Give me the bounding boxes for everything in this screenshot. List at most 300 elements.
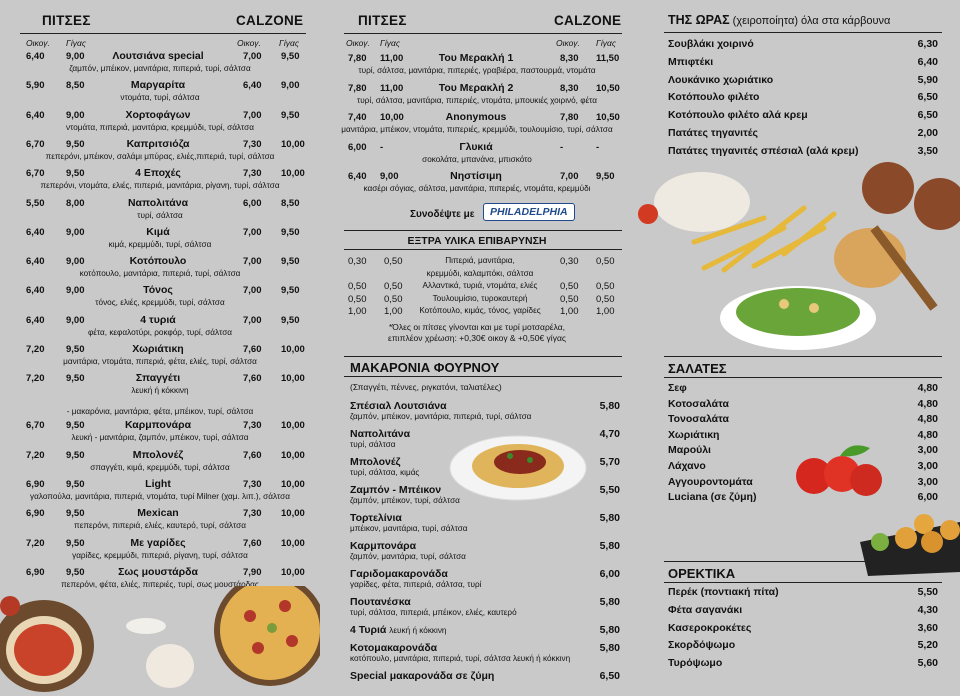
grill-item — [668, 91, 938, 103]
pasta-item — [350, 512, 620, 533]
extra-price-d: 0,50 — [596, 281, 615, 292]
price-family: 6,40 — [26, 51, 45, 62]
calzone-giant: 10,00 — [281, 449, 305, 461]
pizza-description: πεπερόνι, μπέικον, σαλάμι μπύρας, ελιές,πιπεριά, τυρί, σάλτσα — [45, 151, 275, 161]
rule — [344, 249, 622, 250]
pizza-name: Κοτόπουλο — [129, 255, 187, 268]
salad-item-price: 3,00 — [917, 460, 938, 472]
price-giant: 9,50 — [66, 478, 85, 490]
pizza-description: ντομάτα, πιπεριά, μανιτάρια, κρεμμύδι, τυρί, σάλτσα — [66, 122, 254, 132]
rule — [664, 561, 942, 562]
calzone-family: 7,80 — [560, 112, 579, 123]
sub-header: Γίγας — [596, 38, 616, 48]
pizza-header: ΠΙΤΣΕΣ — [358, 13, 407, 28]
pizza-name: Κιμά — [146, 225, 170, 238]
price-giant: 11,00 — [380, 82, 404, 94]
calzone-giant: 9,50 — [596, 171, 615, 182]
grill-item-price: 2,00 — [917, 127, 938, 139]
extra-price-a: 1,00 — [348, 306, 367, 317]
pasta-name — [350, 642, 620, 654]
salad-item-price: 3,00 — [917, 475, 938, 488]
pizza-description: μανιτάρια, ντομάτα, πιπεριά, φέτα, ελιές, τυρί, σάλτσα — [63, 357, 257, 366]
extra-text: Τουλουμίσιο, τυροκαυτερή — [432, 293, 528, 303]
pasta-note: λευκή ή κόκκινη — [389, 626, 447, 635]
pasta-item — [350, 540, 620, 561]
calzone-family: 7,90 — [243, 566, 262, 578]
starter-item — [668, 586, 938, 598]
price-giant: 10,00 — [380, 112, 404, 123]
starter-item — [668, 604, 938, 616]
calzone-family: 7,00 — [243, 256, 262, 268]
pizza-name: Καπριτσιόζα — [126, 137, 190, 150]
sub-header: Οικογ. — [26, 38, 50, 48]
salad-item-name: Αγγουροντομάτα — [668, 475, 753, 488]
price-family: 6,70 — [26, 420, 45, 432]
calzone-giant: 9,50 — [281, 109, 300, 121]
calzone-family: 8,30 — [560, 53, 579, 64]
calzone-family: 7,00 — [243, 51, 262, 62]
extra-price-d: 1,00 — [596, 306, 615, 317]
price-family: 7,40 — [348, 112, 367, 123]
extra-price-c: 0,50 — [560, 281, 579, 292]
pizza-name: Anonymous — [445, 111, 507, 123]
calzone-family: 7,00 — [243, 226, 262, 238]
salad-item-name: Luciana (σε ζύμη) — [668, 491, 757, 504]
price-family: 7,80 — [348, 53, 367, 64]
calzone-family: - — [560, 141, 564, 153]
pasta-item — [350, 400, 620, 421]
grill-item — [668, 127, 938, 139]
pizza-description: λευκή ή κόκκινη — [131, 386, 189, 396]
calzone-family: 7,00 — [243, 314, 262, 326]
extra-price-a: 0,30 — [348, 256, 367, 267]
salad-item-price: 4,80 — [917, 397, 938, 410]
pizza-description: κασέρι σόγιας, σάλτσα, μανιτάρια, πιπεριές, ντομάτα, κρεμμύδι — [363, 184, 591, 193]
salads-title: ΣΑΛΑΤΕΣ — [668, 361, 727, 376]
starter-item — [668, 622, 938, 634]
calzone-header: CALZONE — [236, 13, 304, 28]
pasta-name-text: Γαριδομακαρονάδα — [350, 568, 448, 580]
price-family: 6,40 — [26, 256, 45, 268]
calzone-giant: 10,00 — [281, 373, 305, 385]
rule — [344, 356, 622, 357]
starter-item-price: 4,30 — [917, 603, 938, 616]
pasta-description: ζαμπόν, μπέικον, μανιτάρια, πιπεριά, τυρί, σάλτσα — [350, 412, 532, 421]
pizza-description: κοτόπουλο, μανιτάρια, πιπεριά, τυρί, σάλτσα — [79, 269, 241, 279]
price-family: 6,70 — [26, 138, 45, 150]
pizza-description: γαλοπούλα, μανιτάρια, πιπεριά, ντομάτα, τυρί Milner (χαμ. λιπ.), σάλτσα — [30, 491, 290, 501]
pizza-name: Χωριάτικη — [132, 343, 184, 355]
price-family: 7,20 — [26, 373, 45, 385]
pasta-name-text: Καρμπονάρα — [350, 540, 417, 552]
calzone-family: 7,00 — [243, 109, 262, 121]
pasta-price: 4,70 — [599, 428, 620, 440]
extra-price-b: 1,00 — [384, 306, 403, 317]
price-family: 6,40 — [348, 171, 367, 182]
salad-item-price: 4,80 — [917, 413, 938, 426]
price-family: 6,90 — [26, 508, 45, 520]
extra-price-b: 0,50 — [384, 281, 403, 292]
pizza-header: ΠΙΤΣΕΣ — [42, 13, 91, 28]
price-giant: 9,50 — [66, 344, 85, 355]
pasta-price: 6,50 — [599, 670, 620, 682]
grill-food-image — [634, 158, 960, 358]
price-family: 7,20 — [26, 449, 45, 461]
starter-item-name: Σκορδόψωμο — [668, 639, 736, 652]
pasta-name-text: Special μακαρονάδα σε ζύμη — [350, 670, 495, 682]
starter-item-price: 5,60 — [917, 657, 938, 670]
grill-item — [668, 74, 938, 86]
price-family: 6,40 — [26, 314, 45, 326]
pasta-price: 5,80 — [599, 596, 620, 608]
extra-title: ΕΞΤΡΑ ΥΛΙΚΑ ΕΠΙΒΑΡΥΝΣΗ — [407, 235, 547, 247]
extra-text: Αλλαντικά, τυριά, ντομάτα, ελιές — [422, 281, 538, 290]
price-family: 6,70 — [26, 168, 45, 180]
calzone-family: 7,00 — [560, 171, 579, 182]
pasta-title: ΜΑΚΑΡΟΝΙΑ ΦΟΥΡΝΟΥ — [350, 360, 500, 375]
pizza-column-2 — [320, 0, 634, 696]
calzone-family: 7,30 — [243, 478, 262, 490]
price-family: 6,40 — [26, 226, 45, 238]
pasta-name-text: Σπέσιαλ Λουτσιάνα — [350, 400, 447, 412]
sub-header: Γίγας — [279, 38, 299, 48]
calzone-giant: 9,50 — [281, 314, 300, 326]
price-giant: 9,00 — [66, 109, 85, 121]
rule — [664, 377, 942, 378]
pizza-name: Νηστίσιμη — [450, 170, 502, 182]
pasta-description: τυρί, σάλτσα, κιμάς — [350, 468, 420, 477]
pasta-price: 5,50 — [599, 484, 620, 496]
price-family: 6,90 — [26, 478, 45, 490]
salad-item-name: Λάχανο — [668, 460, 706, 472]
starter-item-name: Φέτα σαγανάκι — [668, 603, 743, 616]
pizza-name: Μπολονέζ — [132, 448, 184, 461]
price-giant: 9,00 — [66, 256, 85, 268]
extra-price-d: 0,50 — [596, 256, 615, 267]
pizza-name: Καρμπονάρα — [124, 419, 192, 432]
pasta-item — [350, 596, 620, 617]
pizza-name: Mexican — [137, 507, 179, 520]
pizza-name: Του Μερακλή 2 — [438, 81, 514, 94]
pizza-description: κιμά, κρεμμύδι, τυρί, σάλτσα — [108, 239, 212, 249]
pizza-name: 4 τυριά — [140, 313, 176, 326]
pasta-name — [350, 568, 620, 580]
calzone-family: 7,60 — [243, 373, 262, 385]
pizza-description: σπαγγέτι, κιμά, κρεμμύδι, τυρί, σάλτσα — [90, 462, 230, 472]
grill-item-name: Μπιφτέκι — [668, 55, 714, 68]
pasta-name-text: Μπολονέζ — [350, 456, 401, 468]
pasta-item — [350, 642, 620, 663]
rule — [664, 582, 942, 583]
price-giant: 8,00 — [66, 197, 85, 209]
starter-item-price: 5,50 — [917, 586, 938, 598]
pasta-name-text: Τορτελίνια — [350, 512, 402, 524]
pizza-description: τόνος, ελιές, κρεμμύδι, τυρί, σάλτσα — [95, 298, 225, 308]
price-family: 5,90 — [26, 80, 45, 92]
calzone-family: 7,60 — [243, 537, 262, 549]
starter-item-name: Τυρόψωμο — [668, 657, 723, 670]
pasta-description: γαρίδες, φέτα, πιπεριά, σάλτσα, τυρί — [350, 580, 482, 589]
pasta-description: τυρί, σάλτσα, πιπεριά, μπέικον, ελιές, καυτερό — [350, 608, 517, 617]
pizza-name: Σως μουστάρδα — [118, 565, 198, 578]
extra-price-b: 0,50 — [384, 256, 403, 267]
price-giant: 9,50 — [66, 168, 85, 180]
price-giant: 9,50 — [66, 537, 85, 549]
pizza-name: Light — [145, 477, 171, 490]
pasta-price: 5,80 — [599, 624, 620, 636]
price-giant: 9,00 — [66, 314, 85, 326]
price-giant: 9,00 — [66, 226, 85, 238]
pizza-name: Ναπολιτάνα — [127, 196, 189, 209]
grill-item-name: Λουκάνικο χωριάτικο — [668, 73, 774, 86]
calzone-giant: 9,50 — [281, 285, 300, 297]
note-2: επιπλέον χρέωση: +0,30€ οικογ & +0,50€ γίγας — [388, 333, 566, 343]
calzone-giant: 9,00 — [281, 80, 300, 92]
sub-header: Οικογ. — [237, 38, 261, 48]
pizza-description: μανιτάρια, μπέικον, ντομάτα, πιπεριές, κρεμμύδι, τουλουμίσιο, τυρί, σάλτσα — [341, 125, 613, 134]
pizza-column-1 — [0, 0, 320, 696]
salad-item-price: 6,00 — [917, 491, 938, 504]
salad-item-name: Τονοσαλάτα — [668, 413, 729, 426]
pasta-price: 5,80 — [599, 540, 620, 552]
calzone-giant: 10,00 — [281, 508, 305, 520]
pasta-item — [350, 624, 620, 636]
header-rule — [344, 33, 622, 34]
extra-price-c: 1,00 — [560, 306, 579, 317]
pasta-description: κοτόπουλο, μανιτάρια, πιπεριά, τυρί, σάλτσα λευκή ή κόκκινη — [350, 654, 571, 663]
calzone-family: 7,30 — [243, 138, 262, 150]
salad-item — [668, 413, 938, 425]
accompany-label: Συνοδέψτε με — [410, 209, 475, 220]
rule — [664, 356, 942, 357]
price-giant: - — [380, 141, 384, 153]
grill-column — [634, 0, 960, 696]
starter-item-name: Περέκ (ποντιακή πίτα) — [668, 586, 779, 598]
pasta-name-text: Ζαμπόν - Μπέικον — [350, 484, 442, 496]
calzone-family: 6,40 — [243, 80, 262, 92]
price-giant: 9,50 — [66, 566, 85, 578]
pizza-name: Λουτσιάνα special — [112, 50, 204, 62]
croquettes-image — [860, 502, 960, 576]
price-family: 7,80 — [348, 82, 367, 94]
pizza-name: Σπαγγέτι — [135, 372, 181, 385]
extra-price-c: 0,50 — [560, 293, 579, 305]
calzone-giant: 10,00 — [281, 344, 305, 355]
price-giant: 9,50 — [66, 420, 85, 432]
calzone-family: 6,00 — [243, 197, 262, 209]
extra-price-a: 0,50 — [348, 293, 367, 305]
pasta-price: 5,80 — [599, 512, 620, 524]
pasta-description: ζαμπόν, μανιτάρια, τυρί, σάλτσα — [350, 552, 466, 561]
pasta-subtitle: (Σπαγγέτι, πέννες, ριγκατόνι, ταλιατέλες) — [350, 382, 502, 392]
pasta-item — [350, 670, 620, 682]
pizza-name: Του Μερακλή 1 — [438, 52, 514, 64]
note-1: *Όλες οι πίτσες γίνονται και με τυρί μοτσαρέλα, — [389, 322, 565, 332]
grill-item-price: 6,30 — [917, 38, 938, 50]
calzone-family: 8,30 — [560, 82, 579, 94]
pizza-description: πεπερόνι, πιπεριά, ελιές, καυτερό, τυρί, σάλτσα — [74, 521, 246, 531]
pizza-name: Χορτοφάγων — [125, 108, 191, 121]
pasta-name-text: Ναπολιτάνα — [350, 428, 411, 440]
price-giant: 9,50 — [66, 373, 85, 385]
sub-header: Οικογ. — [346, 38, 370, 48]
calzone-giant: 9,50 — [281, 226, 300, 238]
price-giant: 9,00 — [66, 285, 85, 297]
grill-item-price: 6,50 — [917, 91, 938, 104]
calzone-family: 7,60 — [243, 344, 262, 355]
starters-title: ΟΡΕΚΤΙΚΑ — [668, 566, 736, 581]
price-family: 7,20 — [26, 344, 45, 355]
pizza-description: τυρί, σάλτσα — [137, 210, 183, 220]
price-giant: 9,50 — [66, 508, 85, 520]
price-giant: 8,50 — [66, 80, 85, 92]
starter-item-name: Κασεροκροκέτες — [668, 621, 752, 634]
grill-subtitle: (χειροποίητα) όλα στα κάρβουνα — [732, 15, 891, 27]
calzone-family: 7,30 — [243, 508, 262, 520]
pasta-name-text: Πουτανέσκα — [350, 596, 411, 608]
pasta-name-text: Κοτομακαρονάδα — [350, 642, 438, 654]
grill-header — [668, 13, 890, 27]
calzone-header: CALZONE — [554, 13, 622, 28]
pasta-price: 5,80 — [599, 642, 620, 654]
grill-item — [668, 56, 938, 68]
pizza-name: Τόνος — [143, 284, 173, 297]
grill-item — [668, 109, 938, 121]
header-rule — [20, 33, 306, 34]
calzone-giant: 10,50 — [596, 82, 620, 94]
salad-item-price: 4,80 — [917, 428, 938, 441]
calzone-giant: 10,00 — [281, 566, 305, 578]
price-giant: 9,00 — [66, 51, 85, 62]
calzone-family: 7,60 — [243, 449, 262, 461]
pasta-name — [350, 670, 620, 682]
pizza-dough-image — [0, 586, 320, 696]
calzone-giant: 10,00 — [281, 478, 305, 490]
extra-price-c: 0,30 — [560, 256, 579, 267]
calzone-family: 7,30 — [243, 168, 262, 180]
grill-item-name: Πατάτες τηγανιτές σπέσιαλ (αλά κρεμ) — [668, 144, 859, 157]
price-giant: 9,00 — [380, 171, 399, 182]
calzone-giant: 10,00 — [281, 168, 305, 180]
grill-item-price: 6,40 — [917, 55, 938, 68]
pizza-name: Με γαρίδες — [130, 536, 186, 549]
calzone-giant: 9,50 — [281, 256, 300, 268]
tomatoes-image — [784, 438, 894, 498]
rule — [344, 376, 622, 377]
pizza-description: ζαμπόν, μπέικον, μανιτάρια, πιπεριά, τυρί, σάλτσα — [69, 64, 251, 73]
pasta-description: τυρί, σάλτσα — [350, 440, 396, 449]
pasta-price: 5,80 — [599, 400, 620, 412]
calzone-giant: 10,50 — [596, 112, 620, 123]
pasta-name — [350, 400, 620, 412]
grill-item-name: Κοτόπουλο φιλέτο — [668, 91, 760, 104]
calzone-giant: 10,00 — [281, 420, 305, 432]
extra-price-a: 0,50 — [348, 281, 367, 292]
salad-item-name: Κοτοσαλάτα — [668, 397, 729, 410]
rule — [344, 230, 622, 231]
grill-item-price: 3,50 — [917, 144, 938, 157]
pizza-description: πεπερόνι, φέτα, ελιές, πιπεριές, τυρί, σως μουστάρδας — [61, 579, 259, 589]
extra-text: Κοτόπουλο, κιμάς, τόνος, γαρίδες — [419, 306, 541, 315]
pasta-description: μπέικον, μανιτάρια, τυρί, σάλτσα — [350, 524, 468, 533]
starter-item-price: 5,20 — [917, 639, 938, 652]
pizza-description: πεπερόνι, ντομάτα, ελιές, πιπεριά, μανιτάρια, ρίγανη, τυρί, σάλτσα — [40, 181, 280, 191]
extra-text: κρεμμύδι, καλαμπόκι, σάλτσα — [426, 268, 534, 278]
starter-item — [668, 657, 938, 669]
calzone-giant: 8,50 — [281, 197, 300, 209]
pasta-name — [350, 512, 620, 524]
grill-item — [668, 145, 938, 157]
grill-item-price: 5,90 — [917, 73, 938, 86]
calzone-giant: 10,00 — [281, 138, 305, 150]
salad-item-name: Χωριάτικη — [668, 428, 720, 441]
extra-price-b: 0,50 — [384, 293, 403, 305]
pasta-item — [350, 568, 620, 589]
pizza-name: Γλυκιά — [459, 140, 493, 153]
pasta-name-text: 4 Τυριά — [350, 624, 387, 636]
pasta-price: 5,70 — [599, 456, 620, 468]
calzone-giant: 10,00 — [281, 537, 305, 549]
calzone-giant: 9,50 — [281, 51, 300, 62]
extra-text: Πιπεριά, μανιτάρια, — [445, 256, 515, 265]
pasta-name — [350, 540, 620, 552]
calzone-family: 7,00 — [243, 285, 262, 297]
grill-item-name: Πατάτες τηγανιτές — [668, 127, 758, 139]
salad-item-name: Σεφ — [668, 382, 687, 394]
grill-item-name: Σουβλάκι χοιρινό — [668, 38, 754, 50]
price-family: 7,20 — [26, 537, 45, 549]
pizza-description: λευκή - μανιτάρια, ζαμπόν, μπέικον, τυρί, σάλτσα — [71, 433, 249, 443]
price-family: 6,40 — [26, 285, 45, 297]
pizza-description: τυρί, σάλτσα, μανιτάρια, πιπεριές, ντομάτα, μπουκιές χοιρινό, φέτα — [356, 95, 598, 105]
grill-item-price: 6,50 — [917, 109, 938, 122]
pizza-description: γαρίδες, κρεμμύδι, πιπεριά, ρίγανη, τυρί, σάλτσα — [72, 550, 248, 560]
price-family: 6,00 — [348, 141, 367, 153]
pizza-name: Μαργαρίτα — [130, 79, 186, 92]
salad-item-name: Μαρούλι — [668, 444, 711, 457]
price-family: 6,40 — [26, 109, 45, 121]
starter-item — [668, 639, 938, 651]
price-giant: 9,50 — [66, 449, 85, 461]
calzone-family: 7,30 — [243, 420, 262, 432]
pizza-description: ντομάτα, τυρί, σάλτσα — [120, 93, 200, 103]
sub-header: Γίγας — [380, 38, 400, 48]
starter-item-price: 3,60 — [917, 621, 938, 634]
rule — [664, 32, 942, 33]
calzone-giant: 11,50 — [596, 53, 620, 64]
pasta-description: ζαμπόν, μπέικον, τυρί, σάλτσα — [350, 496, 460, 505]
price-family: 6,90 — [26, 566, 45, 578]
salad-item — [668, 398, 938, 410]
pasta-price: 6,00 — [599, 568, 620, 580]
price-family: 5,50 — [26, 197, 45, 209]
spaghetti-plate-image — [448, 432, 588, 502]
price-giant: 11,00 — [380, 53, 404, 64]
pizza-description: φέτα, κεφαλοτύρι, ροκφόρ, τυρί, σάλτσα — [87, 327, 233, 337]
calzone-giant: - — [596, 141, 600, 153]
sub-header: Οικογ. — [556, 38, 580, 48]
salad-item — [668, 382, 938, 394]
salad-item-price: 3,00 — [917, 444, 938, 457]
pizza-description: σοκολάτα, μπανάνα, μπισκότο — [422, 154, 532, 164]
pizza-description-2: - μακαρόνια, μανιτάρια, φέτα, μπέικον, τυρί, σάλτσα — [66, 407, 254, 417]
price-giant: 9,50 — [66, 138, 85, 150]
grill-title: ΤΗΣ ΩΡΑΣ — [668, 13, 730, 27]
grill-item — [668, 38, 938, 50]
pasta-name — [350, 596, 620, 608]
grill-item-name: Κοτόπουλο φιλέτο αλά κρεμ — [668, 109, 808, 122]
philadelphia-logo: PHILADELPHIA — [483, 203, 575, 221]
